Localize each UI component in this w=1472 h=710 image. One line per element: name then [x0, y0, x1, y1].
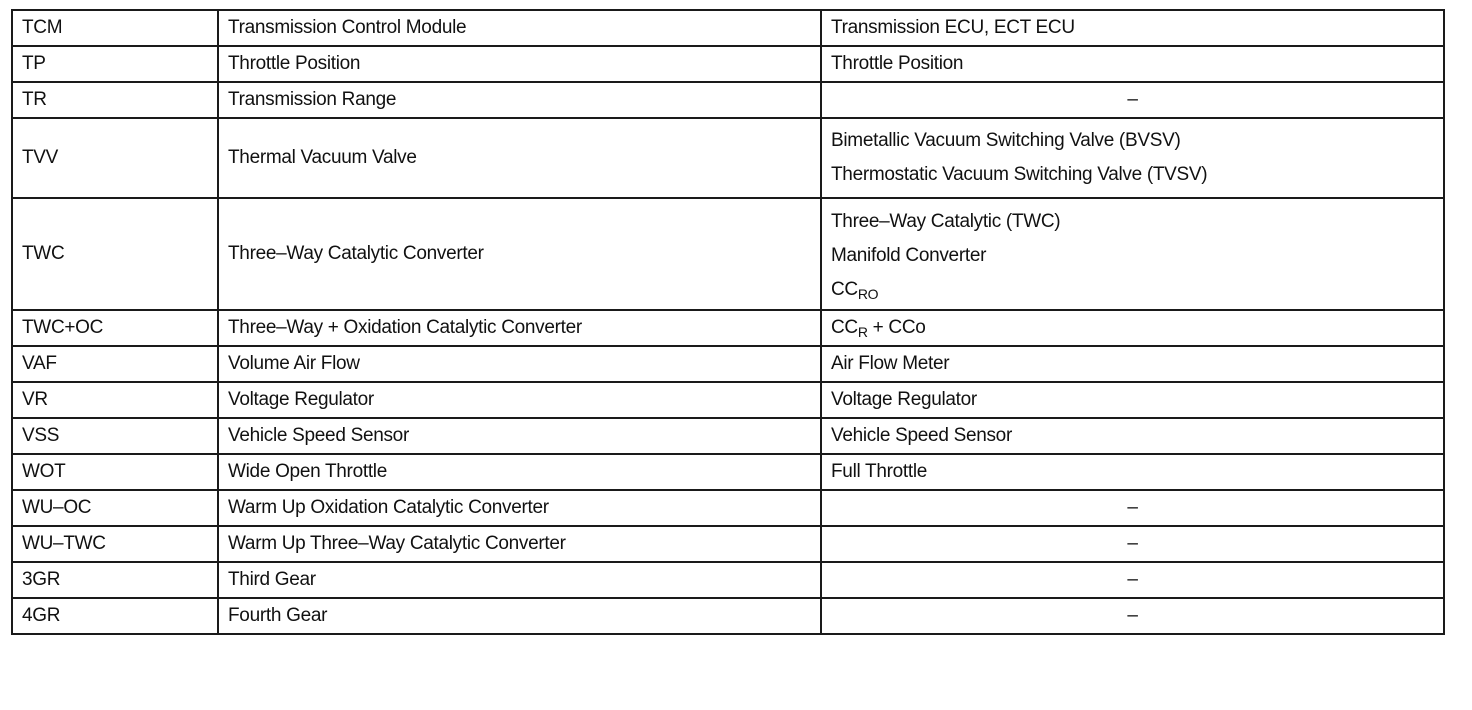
- table-row: [12, 454, 1444, 490]
- abbreviation-cell: TCM: [12, 10, 218, 46]
- table-row: [12, 46, 1444, 82]
- table-row: [12, 310, 1444, 346]
- term-cell: Voltage Regulator: [218, 382, 821, 418]
- equivalent-line: Three–Way Catalytic (TWC): [831, 211, 1061, 232]
- equivalent-cell: –: [821, 526, 1444, 562]
- abbreviation-cell: TVV: [12, 118, 218, 198]
- equivalent-line: Bimetallic Vacuum Switching Valve (BVSV): [831, 130, 1181, 151]
- abbreviation-cell: WU–TWC: [12, 526, 218, 562]
- abbreviation-cell: VR: [12, 382, 218, 418]
- equivalent-line: [831, 273, 1434, 307]
- cc-subscript: RO: [857, 286, 879, 302]
- term-cell: Three–Way + Oxidation Catalytic Converter: [218, 310, 821, 346]
- term-cell: Three–Way Catalytic Converter: [218, 198, 821, 310]
- table-row: [12, 118, 1444, 198]
- abbreviation-cell: TR: [12, 82, 218, 118]
- abbreviation-cell: WU–OC: [12, 490, 218, 526]
- table-row: [12, 490, 1444, 526]
- equivalent-cell: [821, 310, 1444, 346]
- term-cell: Warm Up Oxidation Catalytic Converter: [218, 490, 821, 526]
- equivalent-cell: Full Throttle: [821, 454, 1444, 490]
- table-row: [12, 198, 1444, 310]
- table-row: [12, 598, 1444, 634]
- abbreviation-cell: TP: [12, 46, 218, 82]
- equivalent-line: Manifold Converter: [831, 245, 987, 266]
- term-cell: Third Gear: [218, 562, 821, 598]
- table-row: [12, 526, 1444, 562]
- equivalent-cell: Voltage Regulator: [821, 382, 1444, 418]
- term-cell: Thermal Vacuum Valve: [218, 118, 821, 198]
- abbreviation-cell: WOT: [12, 454, 218, 490]
- abbreviation-cell: TWC+OC: [12, 310, 218, 346]
- term-cell: Vehicle Speed Sensor: [218, 418, 821, 454]
- table-row: [12, 382, 1444, 418]
- equivalent-cell: –: [821, 562, 1444, 598]
- table-row: [12, 562, 1444, 598]
- cc-rest: + CCo: [867, 317, 926, 338]
- abbreviation-cell: TWC: [12, 198, 218, 310]
- equivalent-cell: [821, 118, 1444, 198]
- cc-base: CC: [831, 279, 858, 300]
- term-cell: Wide Open Throttle: [218, 454, 821, 490]
- abbreviation-cell: 4GR: [12, 598, 218, 634]
- cc-subscript: R: [857, 324, 868, 340]
- term-cell: Transmission Range: [218, 82, 821, 118]
- equivalent-cell: Throttle Position: [821, 46, 1444, 82]
- term-cell: Transmission Control Module: [218, 10, 821, 46]
- abbreviation-table: [11, 9, 1445, 635]
- equivalent-cell: Vehicle Speed Sensor: [821, 418, 1444, 454]
- term-cell: Volume Air Flow: [218, 346, 821, 382]
- term-cell: Warm Up Three–Way Catalytic Converter: [218, 526, 821, 562]
- equivalent-cell: Transmission ECU, ECT ECU: [821, 10, 1444, 46]
- table-row: [12, 346, 1444, 382]
- table-row: [12, 418, 1444, 454]
- term-cell: Throttle Position: [218, 46, 821, 82]
- abbreviation-cell: VSS: [12, 418, 218, 454]
- equivalent-cell: [821, 198, 1444, 310]
- equivalent-line: Thermostatic Vacuum Switching Valve (TVSV): [831, 164, 1208, 185]
- table-row: [12, 82, 1444, 118]
- equivalent-cell: –: [821, 490, 1444, 526]
- equivalent-cell: –: [821, 598, 1444, 634]
- abbreviation-cell: VAF: [12, 346, 218, 382]
- table-row: [12, 10, 1444, 46]
- equivalent-cell: –: [821, 82, 1444, 118]
- abbreviation-cell: 3GR: [12, 562, 218, 598]
- term-cell: Fourth Gear: [218, 598, 821, 634]
- equivalent-cell: Air Flow Meter: [821, 346, 1444, 382]
- cc-base: CC: [831, 317, 858, 338]
